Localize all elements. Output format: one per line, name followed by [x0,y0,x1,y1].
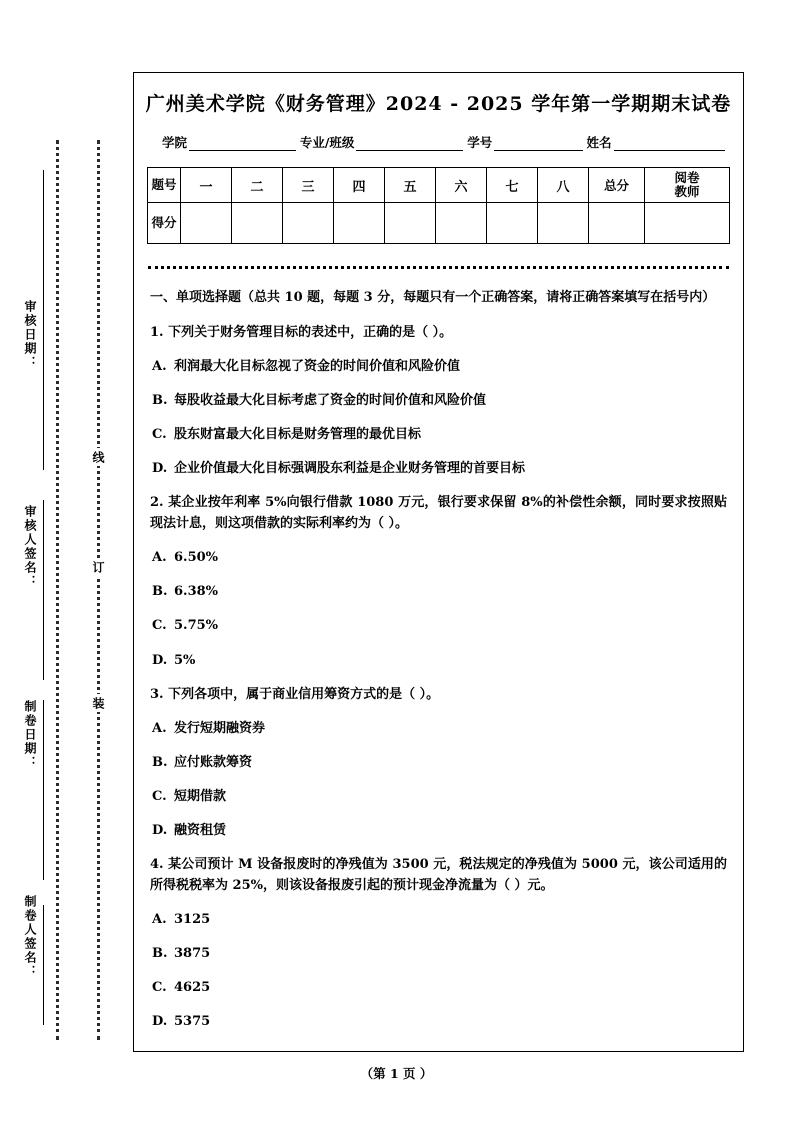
question-3-option-a[interactable] [150,718,727,739]
option-letter: D. [152,461,168,477]
question-stem-2: 2. 某企业按年利率 5%向银行借款 1080 万元，银行要求保留 8%的补偿性余额，同时要求按照贴现法计息，则这项借款的实际利率约为（ ）。 [150,495,727,532]
fold-mark-pack: 装 [89,694,107,712]
question-stem-4: 4. 某公司预计 M 设备报废时的净残值为 3500 元，税法规定的净残值为 5000 元，该公司适用的所得税税率为 25%，则该设备报废引起的预计现金净流量为（ ）元。 [150,856,727,893]
score-table-row-label-score: 得分 [148,203,181,244]
question-4-option-d[interactable] [150,1011,727,1032]
option-letter: A. [152,359,167,375]
option-letter: B. [152,945,168,961]
option-letter: A. [152,911,167,927]
question-stem-1: 1. 下列关于财务管理目标的表述中，正确的是（ ）。 [150,325,453,341]
question-2-option-b[interactable] [150,581,727,602]
score-col-7: 七 [487,168,538,203]
option-text: 每股收益最大化目标考虑了资金的时间价值和风险价值 [174,393,487,409]
question-3-option-c[interactable] [150,786,727,807]
option-text: 企业价值最大化目标强调股东利益是企业财务管理的首要目标 [174,461,526,477]
score-col-2: 二 [232,168,283,203]
question-2-option-d[interactable] [150,650,727,671]
option-text: 应付账款筹资 [174,754,253,770]
question-stem-3: 3. 下列各项中，属于商业信用筹资方式的是（ ）。 [150,686,440,702]
grader-label-line2: 教师 [674,184,700,199]
question-2-option-c[interactable] [150,615,727,636]
option-text: 融资租赁 [174,822,227,838]
margin-rule-upper [43,170,44,470]
option-text: 6.38% [174,584,219,600]
score-table [147,167,730,244]
option-text: 5.75% [174,618,219,634]
field-input-name[interactable] [614,137,725,151]
option-text: 3875 [174,945,211,961]
option-letter: B. [152,754,168,770]
question-4-option-c[interactable] [150,977,727,998]
score-cell-7[interactable] [487,203,538,244]
left-margin-zone [0,0,130,1122]
margin-rule-mid [43,500,44,680]
score-col-3: 三 [283,168,334,203]
section-divider [148,266,729,269]
option-text: 5375 [174,1014,211,1030]
question-1-option-b[interactable] [150,390,727,411]
score-col-total: 总分 [589,168,645,203]
score-cell-5[interactable] [385,203,436,244]
option-letter: A. [152,720,167,736]
score-table-row-label-question: 题号 [148,168,181,203]
score-col-8: 八 [538,168,589,203]
field-input-major-class[interactable] [356,137,463,151]
fold-mark-line: 线 [89,448,107,466]
score-cell-1[interactable] [181,203,232,244]
field-input-college[interactable] [189,137,296,151]
page-title: 广州美术学院《财务管理》2024 - 2025 学年第一学期期末试卷 [145,93,732,115]
score-cell-6[interactable] [436,203,487,244]
option-text: 股东财富最大化目标是财务管理的最优目标 [174,427,422,443]
option-letter: C. [152,788,167,804]
score-cell-grader[interactable] [645,203,730,244]
question-4-option-b[interactable] [150,943,727,964]
score-cell-8[interactable] [538,203,589,244]
option-letter: D. [152,652,168,668]
score-col-6: 六 [436,168,487,203]
score-cell-4[interactable] [334,203,385,244]
margin-rule-bottom [43,905,44,1025]
grader-label-line1: 阅卷 [674,169,700,185]
option-text: 3125 [174,911,211,927]
option-text: 利润最大化目标忽视了资金的时间价值和风险价值 [174,359,461,375]
field-label-major-class: 专业/班级 [299,135,355,150]
margin-label-produce-date: 制卷日期： [23,700,37,770]
option-letter: B. [152,584,168,600]
option-letter: B. [152,393,168,409]
field-input-student-id[interactable] [494,137,582,151]
question-2-option-a[interactable] [150,547,727,568]
option-letter: D. [152,1014,168,1030]
score-cell-total[interactable] [589,203,645,244]
score-cell-3[interactable] [283,203,334,244]
question-3-option-b[interactable] [150,752,727,773]
margin-label-producer-signature: 制卷人签名： [23,895,37,979]
page-footer: （第 1 页 ） [360,1066,433,1081]
option-text: 5% [174,652,196,668]
option-text: 发行短期融资券 [174,720,266,736]
score-col-4: 四 [334,168,385,203]
option-letter: A. [152,550,167,566]
option-letter: D. [152,822,168,838]
fold-dotted-line-inner [97,140,100,1040]
margin-label-reviewer-signature: 审核人签名： [23,505,37,589]
exam-content [150,287,727,1032]
option-letter: C. [152,979,167,995]
score-cell-2[interactable] [232,203,283,244]
fold-mark-bind: 订 [89,558,107,576]
question-1-option-d[interactable] [150,458,727,479]
option-text: 短期借款 [174,788,227,804]
field-label-name: 姓名 [586,135,612,150]
option-text: 6.50% [174,550,219,566]
margin-rule-lower [43,700,44,880]
score-col-grader [645,168,730,203]
margin-label-review-date: 审核日期： [23,300,37,370]
table-row-question-numbers [148,168,730,203]
field-label-college: 学院 [162,135,188,150]
option-letter: C. [152,427,167,443]
field-label-student-id: 学号 [467,135,493,150]
option-letter: C. [152,618,167,634]
option-text: 4625 [174,979,211,995]
question-1-option-a[interactable] [150,356,727,377]
question-4-option-a[interactable] [150,909,727,930]
table-row-scores [148,203,730,244]
student-info-line [162,133,725,151]
score-col-1: 一 [181,168,232,203]
section-heading-1: 一、单项选择题（总共 10 题，每题 3 分，每题只有一个正确答案，请将正确答案填写在括号内） [150,290,716,305]
exam-sheet [133,72,744,1052]
question-3-option-d[interactable] [150,820,727,841]
score-col-5: 五 [385,168,436,203]
question-1-option-c[interactable] [150,424,727,445]
fold-dotted-line-outer [56,140,59,1040]
